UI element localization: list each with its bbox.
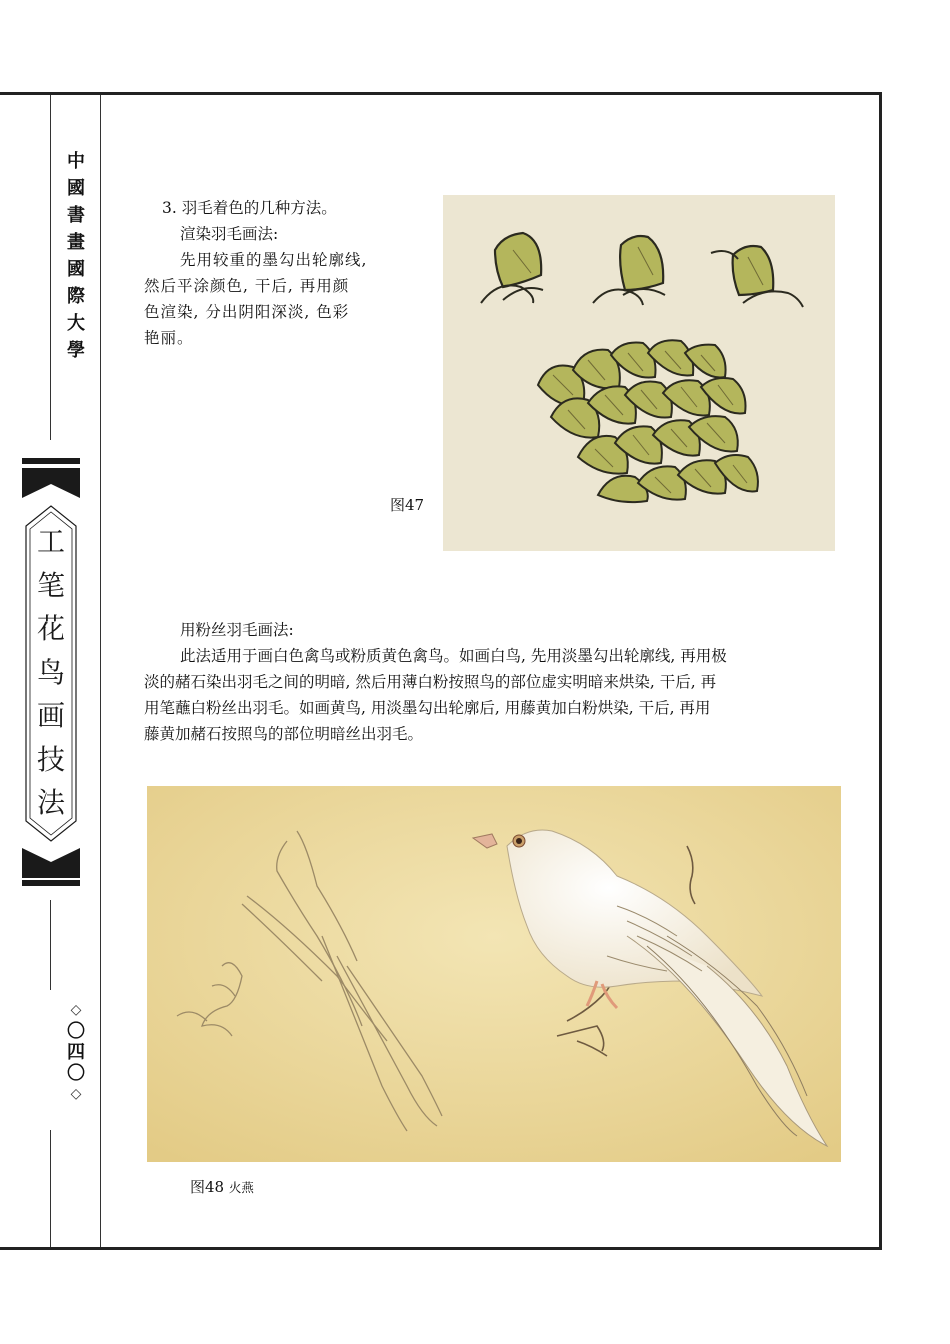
series-title: 中國書畫國際大學 (67, 151, 85, 361)
powder-method-line-1: 此法适用于画白色禽鸟或粉质黄色禽鸟。如画白鸟, 先用淡墨勾出轮廓线, 再用极 (180, 647, 727, 665)
figure-48-caption (190, 1176, 254, 1197)
render-method-line-4: 艳丽。 (144, 329, 194, 347)
page-number-diamond-bottom: ◇ (70, 1086, 82, 1102)
render-method-line-2: 然后平涂颜色, 干后, 再用颜 (144, 277, 350, 295)
sidebar-rule-gap-lower (48, 990, 54, 1130)
figure-47-caption: 图47 (390, 496, 425, 514)
figure-48-fire-swallow-painting (147, 786, 841, 1162)
banner-top-bar (22, 458, 80, 464)
sidebar-rule-right (100, 95, 101, 1247)
banner-top-cap (22, 468, 80, 498)
banner-bottom-bar (22, 880, 80, 886)
figure-48-name: 火燕 (228, 1180, 254, 1195)
powder-method-line-2: 淡的赭石染出羽毛之间的明暗, 然后用薄白粉按照鸟的部位虚实明暗来烘染, 干后, 再 (144, 673, 717, 691)
powder-method-line-4: 藤黄加赭石按照鸟的部位明暗丝出羽毛。 (144, 725, 424, 743)
render-method-title: 渲染羽毛画法: (180, 225, 279, 243)
feathers-heading: 3. 羽毛着色的几种方法。 (162, 199, 337, 217)
banner-bottom-cap (22, 848, 80, 878)
page-number: ◇ 〇四〇 ◇ (60, 1000, 92, 1105)
render-method-line-3: 色渲染, 分出阴阳深淡, 色彩 (144, 303, 350, 321)
powder-method-title: 用粉丝羽毛画法: (180, 621, 294, 639)
book-title: 工笔花鸟画技法 (36, 525, 65, 819)
powder-method-line-3: 用笔蘸白粉丝出羽毛。如画黄鸟, 用淡墨勾出轮廓后, 用藤黄加白粉烘染, 干后, 再用 (144, 699, 711, 717)
render-method-line-1: 先用较重的墨勾出轮廓线, (180, 251, 368, 269)
figure-48-label: 图48 (190, 1178, 225, 1196)
figure-47-feather-scales (443, 195, 835, 551)
